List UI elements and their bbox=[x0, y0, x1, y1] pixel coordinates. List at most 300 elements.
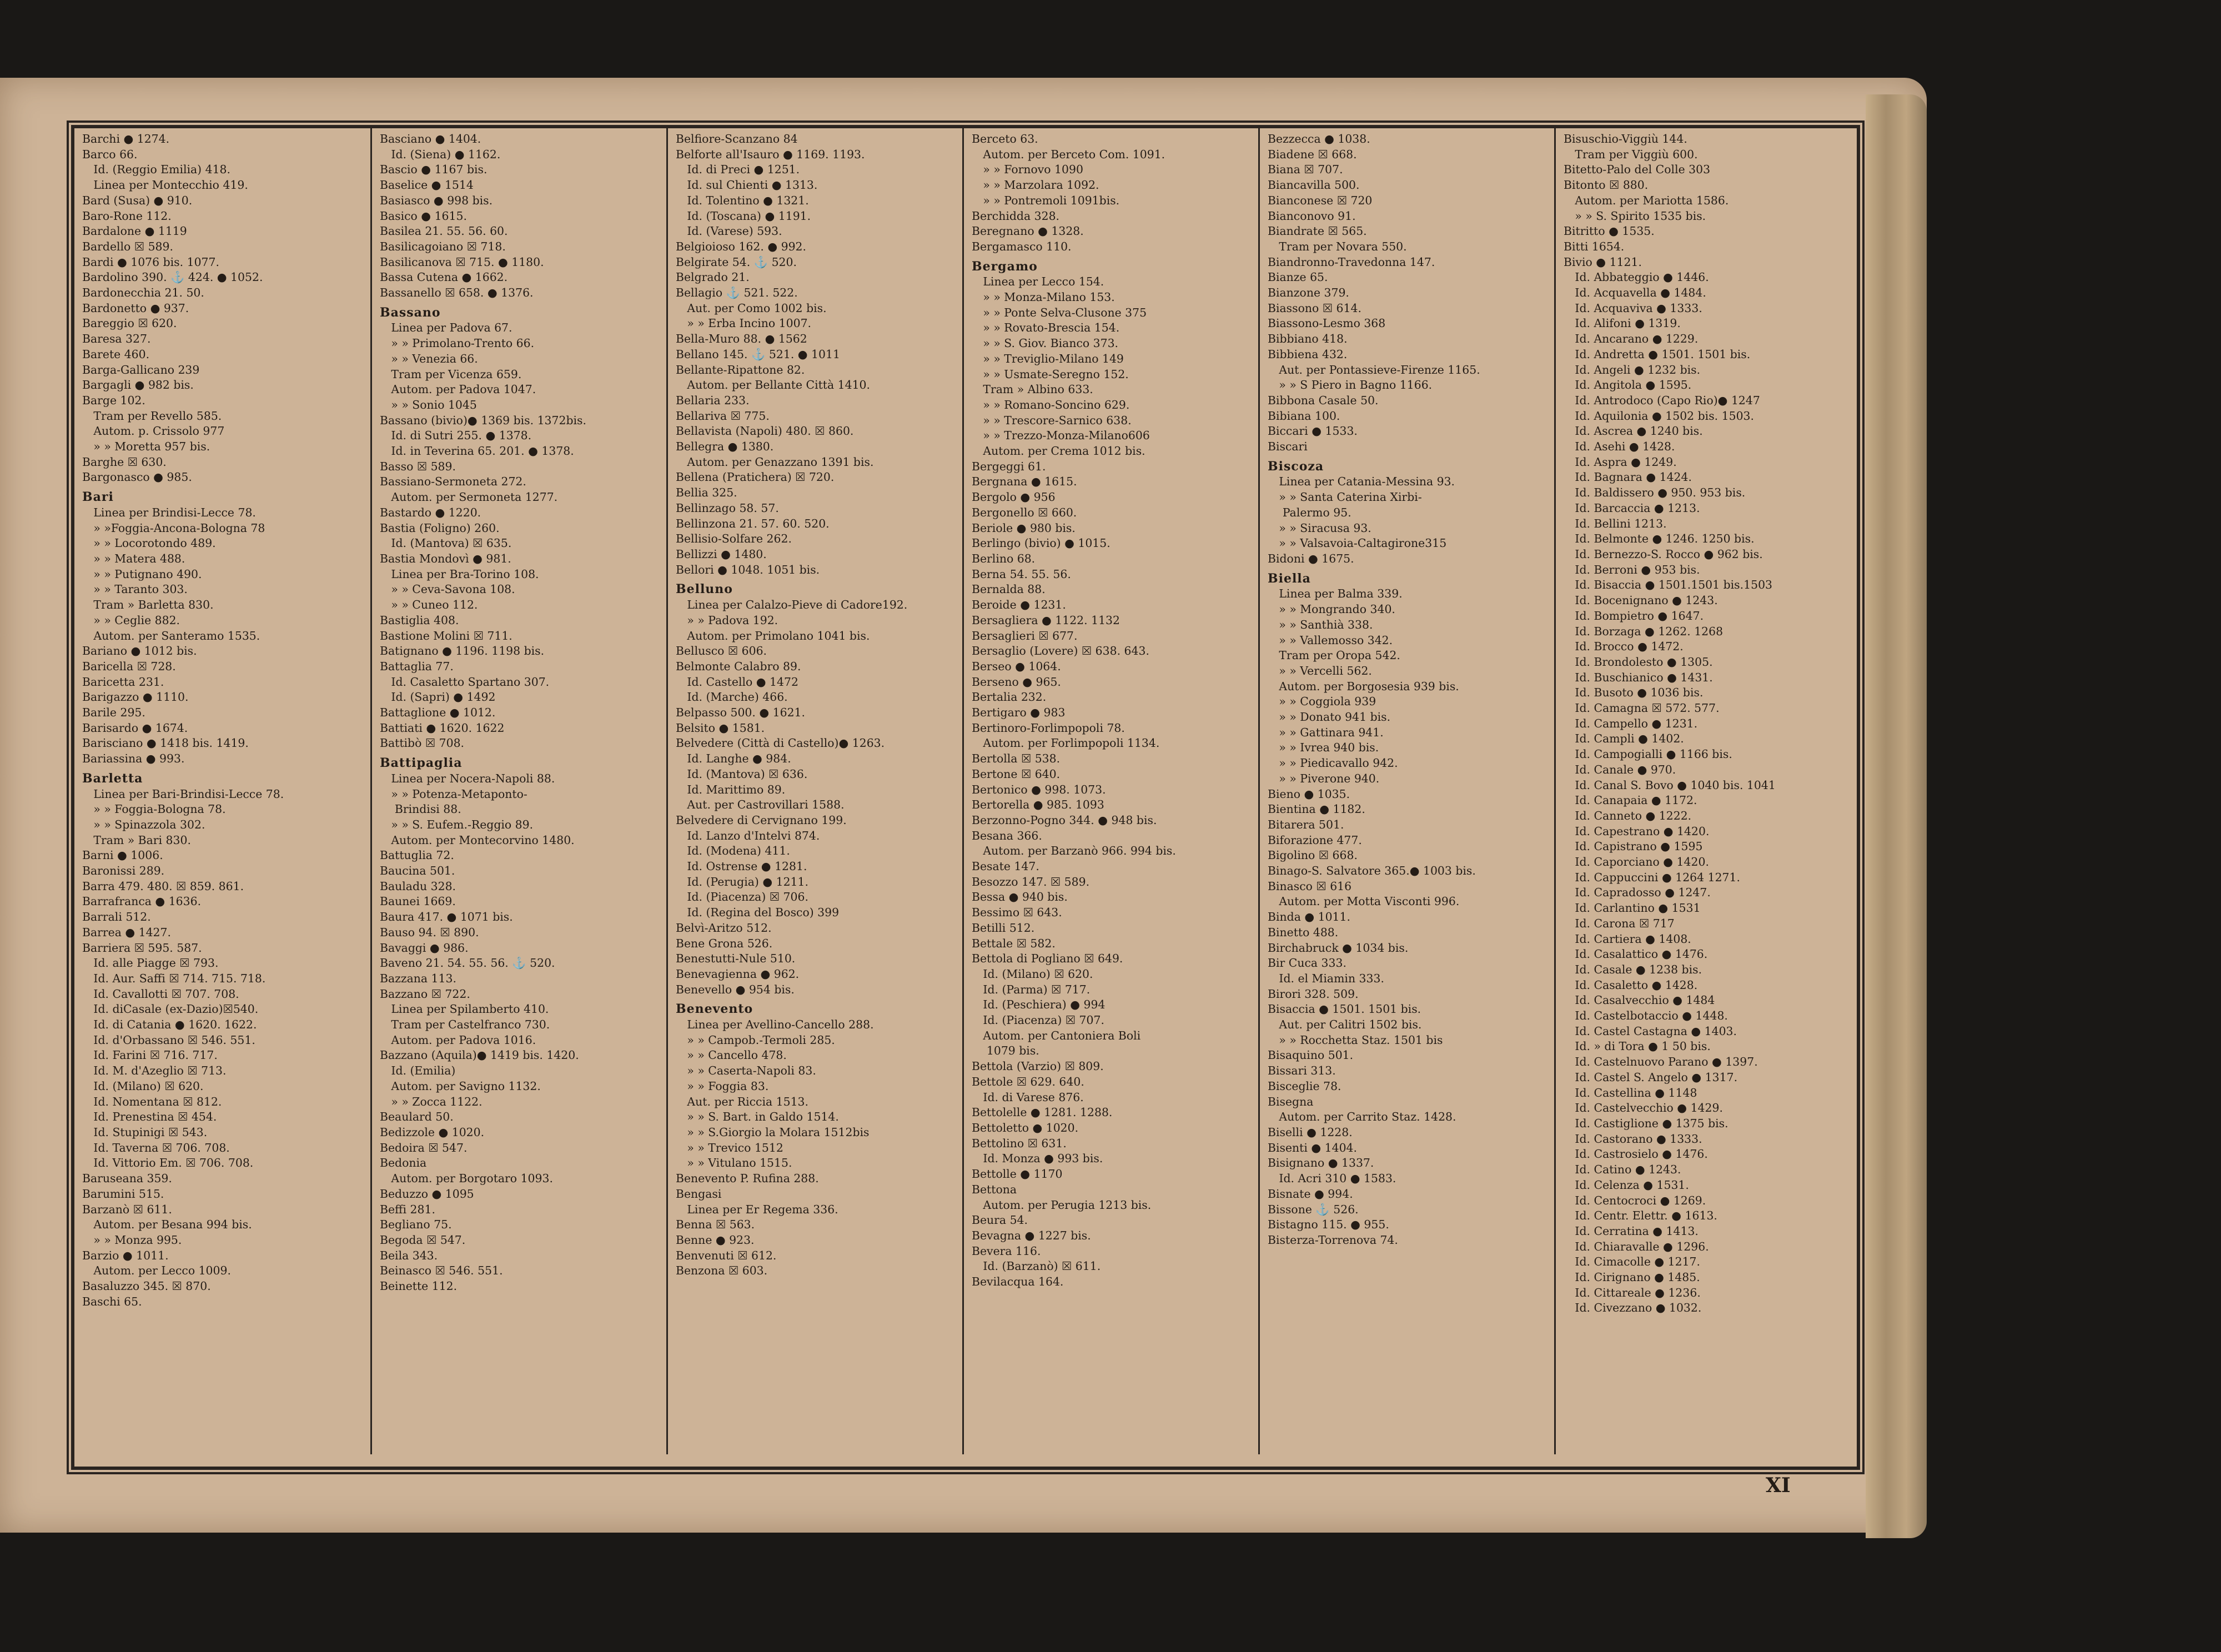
index-entry: Benvenuti ☒ 612. bbox=[676, 1248, 777, 1262]
index-entry: » » Ceglie 882. bbox=[82, 613, 180, 627]
index-entry: Id. Carona ☒ 717 bbox=[1564, 916, 1675, 930]
index-entry: Id. di Sutri 255. ● 1378. bbox=[380, 429, 532, 443]
index-entry: » » Foggia-Bologna 78. bbox=[82, 802, 226, 816]
index-entry: Birori 328. 509. bbox=[1268, 987, 1359, 1001]
index-entry: Beila 343. bbox=[380, 1248, 438, 1262]
index-entry: » » Piedicavallo 942. bbox=[1268, 756, 1398, 770]
index-entry: Bisaccia ● 1501. 1501 bis. bbox=[1268, 1002, 1421, 1016]
index-entry: Beriole ● 980 bis. bbox=[972, 521, 1076, 535]
index-entry: Id. Marittimo 89. bbox=[676, 782, 786, 796]
index-entry: Battiati ● 1620. 1622 bbox=[380, 721, 505, 735]
index-entry: Autom. per Santeramo 1535. bbox=[82, 629, 260, 642]
index-entry: Id. Bagnara ● 1424. bbox=[1564, 470, 1692, 484]
index-entry: Id. Monza ● 993 bis. bbox=[972, 1152, 1103, 1166]
index-entry: Beroide ● 1231. bbox=[972, 598, 1066, 612]
index-entry: Id. Casalvecchio ● 1484 bbox=[1564, 993, 1715, 1007]
index-entry: Battaglione ● 1012. bbox=[380, 706, 496, 720]
index-entry: » » Piverone 940. bbox=[1268, 771, 1380, 785]
index-entry: Bigolino ☒ 668. bbox=[1268, 848, 1358, 862]
index-entry: Bisignano ● 1337. bbox=[1268, 1156, 1374, 1170]
index-entry: Id. Cappuccini ● 1264 1271. bbox=[1564, 870, 1740, 884]
index-entry: Bastia (Foligno) 260. bbox=[380, 521, 500, 535]
index-entry: Id. di Varese 876. bbox=[972, 1090, 1084, 1104]
index-entry: Besate 147. bbox=[972, 860, 1039, 873]
index-entry: Barriera ☒ 595. 587. bbox=[82, 941, 202, 955]
index-entry: Biandrate ☒ 565. bbox=[1268, 224, 1367, 238]
index-entry: Id. Ancarano ● 1229. bbox=[1564, 332, 1699, 346]
index-entry: Bitonto ☒ 880. bbox=[1564, 178, 1649, 192]
index-entry: Id. Aur. Saffi ☒ 714. 715. 718. bbox=[82, 971, 266, 985]
index-entry: Id. Castrosielo ● 1476. bbox=[1564, 1147, 1708, 1161]
index-entry: Biandronno-Travedonna 147. bbox=[1268, 255, 1435, 269]
index-entry: Belsito ● 1581. bbox=[676, 721, 765, 735]
index-entry: Bettolino ☒ 631. bbox=[972, 1136, 1067, 1150]
index-entry: Benevento P. Rufina 288. bbox=[676, 1172, 819, 1186]
index-entry: Tram per Viggiù 600. bbox=[1564, 147, 1698, 161]
index-entry: Id. Barcaccia ● 1213. bbox=[1564, 501, 1700, 515]
index-entry: Id. Caporciano ● 1420. bbox=[1564, 855, 1709, 869]
index-entry: » » S. Spirito 1535 bis. bbox=[1564, 209, 1706, 223]
index-entry: Id. (Parma) ☒ 717. bbox=[972, 982, 1091, 996]
index-entry: Baucina 501. bbox=[380, 864, 455, 878]
index-entry: Begoda ☒ 547. bbox=[380, 1233, 466, 1247]
index-entry: Barzanò ☒ 611. bbox=[82, 1202, 172, 1216]
index-entry: Linea per Calalzo-Pieve di Cadore192. bbox=[676, 598, 908, 612]
index-entry: Beura 54. bbox=[972, 1213, 1028, 1227]
index-entry: Bedizzole ● 1020. bbox=[380, 1126, 485, 1139]
index-entry: Id. Castel Castagna ● 1403. bbox=[1564, 1024, 1737, 1038]
index-entry: Id. Taverna ☒ 706. 708. bbox=[82, 1141, 230, 1154]
index-entry: Bevagna ● 1227 bis. bbox=[972, 1228, 1091, 1242]
index-entry: Bisnate ● 994. bbox=[1268, 1187, 1353, 1201]
index-entry: Bassanello ☒ 658. ● 1376. bbox=[380, 286, 534, 300]
index-entry: Autom. per Perugia 1213 bis. bbox=[972, 1198, 1152, 1212]
index-entry: Id. (Piacenza) ☒ 707. bbox=[972, 1013, 1104, 1027]
index-entry: Id. Castellina ● 1148 bbox=[1564, 1086, 1697, 1099]
index-entry: Bardolino 390. ⚓ 424. ● 1052. bbox=[82, 270, 263, 284]
index-entry: Bianze 65. bbox=[1268, 270, 1328, 284]
index-entry: Bibbiena 432. bbox=[1268, 347, 1348, 361]
index-entry: Id. (Milano) ☒ 620. bbox=[82, 1079, 204, 1093]
index-entry: Bardonecchia 21. 50. bbox=[82, 286, 204, 300]
index-entry: Id. (Barzanò) ☒ 611. bbox=[972, 1259, 1101, 1273]
index-entry: Bellagio ⚓ 521. 522. bbox=[676, 286, 798, 300]
index-entry: » » Campob.-Termoli 285. bbox=[676, 1033, 835, 1047]
index-entry: Linea per Er Regema 336. bbox=[676, 1202, 838, 1216]
index-entry: Autom. per Padova 1047. bbox=[380, 383, 536, 396]
index-entry: Barrali 512. bbox=[82, 910, 151, 924]
index-entry: Bientina ● 1182. bbox=[1268, 802, 1365, 816]
index-entry: » » Coggiola 939 bbox=[1268, 695, 1376, 709]
index-entry: Baricetta 231. bbox=[82, 675, 164, 689]
index-entry: Id. Aspra ● 1249. bbox=[1564, 455, 1677, 469]
index-entry: » » Treviglio-Milano 149 bbox=[972, 352, 1124, 365]
index-entry: Benevagienna ● 962. bbox=[676, 967, 800, 981]
index-entry: Bernalda 88. bbox=[972, 583, 1046, 596]
index-heading: Biella bbox=[1268, 571, 1311, 586]
index-entry: Id. Andretta ● 1501. 1501 bis. bbox=[1564, 347, 1751, 361]
index-entry: Id. Castel S. Angelo ● 1317. bbox=[1564, 1070, 1738, 1084]
index-entry: Bibbona Casale 50. bbox=[1268, 393, 1379, 407]
index-entry: Baselice ● 1514 bbox=[380, 178, 474, 192]
index-entry: Bettona bbox=[972, 1182, 1017, 1196]
index-entry: Bassiano-Sermoneta 272. bbox=[380, 475, 526, 489]
index-entry: Id. Campli ● 1402. bbox=[1564, 732, 1684, 746]
index-entry: Linea per Catania-Messina 93. bbox=[1268, 475, 1455, 489]
index-entry: Id. Farini ☒ 716. 717. bbox=[82, 1048, 218, 1062]
index-column-3 bbox=[666, 128, 955, 1454]
index-entry: Id. Vittorio Em. ☒ 706. 708. bbox=[82, 1156, 254, 1170]
index-column-4 bbox=[962, 128, 1251, 1454]
index-entry: Biancavilla 500. bbox=[1268, 178, 1360, 192]
index-entry: Id. Bocenignano ● 1243. bbox=[1564, 594, 1718, 607]
index-entry: Id. (Mantova) ☒ 635. bbox=[380, 536, 512, 550]
index-entry: Bissone ⚓ 526. bbox=[1268, 1202, 1359, 1216]
index-entry: Barile 295. bbox=[82, 706, 145, 720]
index-heading: Bari bbox=[82, 490, 114, 505]
index-entry: Id. Acri 310 ● 1583. bbox=[1268, 1172, 1396, 1186]
index-entry: Id. Berroni ● 953 bis. bbox=[1564, 563, 1700, 576]
index-entry: » » Padova 192. bbox=[676, 613, 778, 627]
index-entry: » » Santa Caterina Xirbi- bbox=[1268, 490, 1422, 504]
index-entry: Beinette 112. bbox=[380, 1279, 458, 1293]
index-entry: Benna ☒ 563. bbox=[676, 1218, 755, 1232]
index-entry: Barra 479. 480. ☒ 859. 861. bbox=[82, 879, 244, 893]
index-entry: Id. Casalattico ● 1476. bbox=[1564, 947, 1708, 961]
index-entry: Baresa 327. bbox=[82, 332, 151, 346]
index-table bbox=[71, 125, 1860, 1470]
index-entry: Bergolo ● 956 bbox=[972, 490, 1056, 504]
index-entry: Bivio ● 1121. bbox=[1564, 255, 1642, 269]
index-entry: Id. Belmonte ● 1246. 1250 bis. bbox=[1564, 532, 1755, 546]
index-entry: Bariassina ● 993. bbox=[82, 752, 185, 766]
index-entry: Id. M. d'Azeglio ☒ 713. bbox=[82, 1064, 227, 1078]
index-entry: Berlino 68. bbox=[972, 551, 1036, 565]
index-entry: Biassono ☒ 614. bbox=[1268, 301, 1361, 315]
index-entry: Id. alle Piagge ☒ 793. bbox=[82, 956, 219, 970]
index-entry: Bitetto-Palo del Colle 303 bbox=[1564, 163, 1711, 177]
index-entry: Barisciano ● 1418 bis. 1419. bbox=[82, 736, 249, 750]
index-entry: Id. Borzaga ● 1262. 1268 bbox=[1564, 624, 1723, 638]
index-entry: Autom. per Montecorvino 1480. bbox=[380, 833, 575, 847]
index-entry: Bevera 116. bbox=[972, 1244, 1041, 1258]
index-entry: Bettale ☒ 582. bbox=[972, 936, 1056, 950]
index-entry: Bitritto ● 1535. bbox=[1564, 224, 1655, 238]
index-entry: Basilicagoiano ☒ 718. bbox=[380, 239, 506, 253]
index-entry: » » Locorotondo 489. bbox=[82, 536, 216, 550]
index-entry: Id. (Perugia) ● 1211. bbox=[676, 875, 808, 888]
index-entry: Bertalia 232. bbox=[972, 690, 1047, 704]
index-entry: » » Rovato-Brescia 154. bbox=[972, 321, 1120, 335]
index-entry: Bardalone ● 1119 bbox=[82, 224, 187, 238]
index-heading: Battipaglia bbox=[380, 756, 463, 771]
index-entry: Autom. per Forlimpopoli 1134. bbox=[972, 736, 1160, 750]
index-heading: Barletta bbox=[82, 771, 143, 786]
index-entry: Bettole ☒ 629. 640. bbox=[972, 1074, 1084, 1088]
index-entry: Bardi ● 1076 bis. 1077. bbox=[82, 255, 219, 269]
index-entry: Biforazione 477. bbox=[1268, 833, 1362, 847]
index-entry: Bertigaro ● 983 bbox=[972, 706, 1066, 720]
index-entry: Id. Cimacolle ● 1217. bbox=[1564, 1255, 1701, 1269]
index-entry: » » Venezia 66. bbox=[380, 352, 478, 365]
index-entry: Id. d'Orbassano ☒ 546. 551. bbox=[82, 1033, 255, 1047]
index-entry: » » Matera 488. bbox=[82, 551, 185, 565]
index-entry: Autom. p. Crissolo 977 bbox=[82, 424, 225, 438]
index-entry: Id. Buschianico ● 1431. bbox=[1564, 670, 1713, 684]
index-entry: Barigazzo ● 1110. bbox=[82, 690, 189, 704]
index-entry: Benne ● 923. bbox=[676, 1233, 755, 1247]
index-entry: Id. Celenza ● 1531. bbox=[1564, 1178, 1689, 1192]
index-entry: Autom. per Mariotta 1586. bbox=[1564, 193, 1729, 207]
index-entry: Belgioioso 162. ● 992. bbox=[676, 239, 807, 253]
index-entry: Bellisio-Solfare 262. bbox=[676, 532, 792, 546]
index-entry: Bedonia bbox=[380, 1156, 427, 1170]
index-entry: Bellante-Ripattone 82. bbox=[676, 363, 805, 376]
index-entry: Id. di Preci ● 1251. bbox=[676, 163, 800, 177]
index-column-1 bbox=[74, 128, 363, 1454]
index-entry: Aut. per Pontassieve-Firenze 1165. bbox=[1268, 363, 1480, 376]
index-entry: Brindisi 88. bbox=[380, 802, 461, 816]
index-entry: Barco 66. bbox=[82, 147, 138, 161]
index-entry: Id. (Siena) ● 1162. bbox=[380, 147, 501, 161]
index-entry: » » S Piero in Bagno 1166. bbox=[1268, 378, 1433, 392]
index-entry: Bianconovo 91. bbox=[1268, 209, 1356, 223]
index-entry: Biselli ● 1228. bbox=[1268, 1126, 1353, 1139]
index-entry: Beffi 281. bbox=[380, 1202, 435, 1216]
index-entry: » » Primolano-Trento 66. bbox=[380, 337, 535, 350]
index-entry: Begliano 75. bbox=[380, 1218, 452, 1232]
index-entry: Beinasco ☒ 546. 551. bbox=[380, 1264, 503, 1278]
index-entry: Id. Bellini 1213. bbox=[1564, 516, 1667, 530]
index-entry: Basilea 21. 55. 56. 60. bbox=[380, 224, 508, 238]
index-entry: Id. (Mantova) ☒ 636. bbox=[676, 767, 808, 781]
index-entry: Biccari ● 1533. bbox=[1268, 424, 1358, 438]
index-entry: Besana 366. bbox=[972, 828, 1042, 842]
index-entry: Autom. per Bellante Città 1410. bbox=[676, 378, 871, 392]
index-entry: Bastardo ● 1220. bbox=[380, 505, 481, 519]
index-entry: Id. Canale ● 970. bbox=[1564, 762, 1676, 776]
index-entry: Id. Castorano ● 1333. bbox=[1564, 1132, 1702, 1146]
index-entry: Id. Centr. Elettr. ● 1613. bbox=[1564, 1209, 1717, 1223]
index-entry: Batignano ● 1196. 1198 bis. bbox=[380, 644, 545, 658]
index-entry: Linea per Bari-Brindisi-Lecce 78. bbox=[82, 787, 284, 801]
index-entry: Bergeggi 61. bbox=[972, 459, 1046, 473]
index-entry: Bazzano ☒ 722. bbox=[380, 987, 470, 1001]
index-entry: Bavaggi ● 986. bbox=[380, 941, 469, 955]
index-entry: » » Mongrando 340. bbox=[1268, 602, 1395, 616]
index-entry: Birchabruck ● 1034 bis. bbox=[1268, 941, 1409, 955]
index-entry: Aut. per Como 1002 bis. bbox=[676, 301, 827, 315]
index-entry: » » Ceva-Savona 108. bbox=[380, 583, 515, 596]
index-entry: Biscari bbox=[1268, 440, 1308, 454]
index-entry: Bidoni ● 1675. bbox=[1268, 551, 1354, 565]
index-entry: Id. Acquavella ● 1484. bbox=[1564, 286, 1706, 300]
index-entry: Tram » Bari 830. bbox=[82, 833, 191, 847]
index-entry: Id. Cirignano ● 1485. bbox=[1564, 1271, 1700, 1284]
index-entry: Belgirate 54. ⚓ 520. bbox=[676, 255, 797, 269]
index-entry: Id. » di Tora ● 1 50 bis. bbox=[1564, 1040, 1711, 1053]
index-entry: Benestutti-Nule 510. bbox=[676, 952, 796, 966]
index-entry: Bertonico ● 998. 1073. bbox=[972, 782, 1106, 796]
index-entry: » » Rocchetta Staz. 1501 bis bbox=[1268, 1033, 1443, 1047]
index-entry: Basico ● 1615. bbox=[380, 209, 467, 223]
index-entry: Barisardo ● 1674. bbox=[82, 721, 188, 735]
index-entry: Bellinzago 58. 57. bbox=[676, 501, 779, 515]
index-entry: Linea per Spilamberto 410. bbox=[380, 1002, 549, 1016]
index-entry: Autom. per Borgosesia 939 bis. bbox=[1268, 679, 1459, 693]
index-entry: Id. (Modena) 411. bbox=[676, 844, 790, 858]
index-entry: Bassa Cutena ● 1662. bbox=[380, 270, 508, 284]
index-entry: Benzona ☒ 603. bbox=[676, 1264, 768, 1278]
index-entry: Bianzone 379. bbox=[1268, 286, 1349, 300]
index-entry: Tram per Vicenza 659. bbox=[380, 367, 522, 381]
index-entry: Id. (Regina del Bosco) 399 bbox=[676, 906, 840, 920]
index-entry: Biadene ☒ 668. bbox=[1268, 147, 1357, 161]
index-entry: Id. Asehi ● 1428. bbox=[1564, 440, 1675, 454]
index-entry: Bisenti ● 1404. bbox=[1268, 1141, 1358, 1154]
index-entry: Id. Canneto ● 1222. bbox=[1564, 809, 1692, 822]
index-entry: Linea per Avellino-Cancello 288. bbox=[676, 1018, 874, 1032]
index-entry: » » S. Giov. Bianco 373. bbox=[972, 337, 1119, 350]
index-entry: 1079 bis. bbox=[972, 1044, 1039, 1058]
index-entry: Id. Acquaviva ● 1333. bbox=[1564, 301, 1702, 315]
index-entry: Id. Brondolesto ● 1305. bbox=[1564, 655, 1713, 669]
index-entry: Linea per Montecchio 419. bbox=[82, 178, 248, 192]
index-entry: Id. Castelbotaccio ● 1448. bbox=[1564, 1009, 1728, 1023]
index-entry: Autom. per Motta Visconti 996. bbox=[1268, 895, 1460, 908]
index-entry: Id. Capestrano ● 1420. bbox=[1564, 824, 1710, 838]
index-entry: Belvedere di Cervignano 199. bbox=[676, 813, 847, 827]
index-entry: Bengasi bbox=[676, 1187, 722, 1201]
index-entry: » » Usmate-Seregno 152. bbox=[972, 367, 1129, 381]
index-entry: Id. Canal S. Bovo ● 1040 bis. 1041 bbox=[1564, 778, 1776, 792]
index-entry: Bascio ● 1167 bis. bbox=[380, 163, 488, 177]
page-number: XI bbox=[1766, 1474, 1791, 1497]
index-entry: Bertone ☒ 640. bbox=[972, 767, 1061, 781]
index-column-2 bbox=[370, 128, 659, 1454]
index-entry: Belforte all'Isauro ● 1169. 1193. bbox=[676, 147, 865, 161]
index-entry: » » S.Giorgio la Molara 1512bis bbox=[676, 1126, 870, 1139]
index-entry: Belvì-Aritzo 512. bbox=[676, 921, 772, 935]
index-entry: Id. Lanzo d'Intelvi 874. bbox=[676, 828, 820, 842]
index-entry: Betilli 512. bbox=[972, 921, 1035, 935]
index-entry: Belgrado 21. bbox=[676, 270, 750, 284]
index-entry: » » Trevico 1512 bbox=[676, 1141, 783, 1154]
index-entry: » » Valsavoia-Caltagirone315 bbox=[1268, 536, 1447, 550]
index-entry: Autom. per Savigno 1132. bbox=[380, 1079, 541, 1093]
index-entry: » » Potenza-Metaponto- bbox=[380, 787, 527, 801]
index-entry: Id. Alifoni ● 1319. bbox=[1564, 317, 1681, 330]
index-entry: Id. Camagna ☒ 572. 577. bbox=[1564, 701, 1720, 715]
index-entry: Id. Centocroci ● 1269. bbox=[1564, 1193, 1706, 1207]
index-entry: Basilicanova ☒ 715. ● 1180. bbox=[380, 255, 544, 269]
index-entry: Id. Nomentana ☒ 812. bbox=[82, 1094, 222, 1108]
index-entry: » » S. Bart. in Galdo 1514. bbox=[676, 1110, 839, 1124]
index-entry: Barchi ● 1274. bbox=[82, 132, 170, 145]
index-entry: Id. Capistrano ● 1595 bbox=[1564, 840, 1703, 853]
index-entry: Bertinoro-Forlimpopoli 78. bbox=[972, 721, 1125, 735]
index-entry: Bardello ☒ 589. bbox=[82, 239, 173, 253]
index-entry: Id. (Marche) 466. bbox=[676, 690, 788, 704]
index-entry: » » Foggia 83. bbox=[676, 1079, 769, 1093]
index-entry: Baveno 21. 54. 55. 56. ⚓ 520. bbox=[380, 956, 555, 970]
index-entry: Belfiore-Scanzano 84 bbox=[676, 132, 798, 145]
index-entry: Barumini 515. bbox=[82, 1187, 164, 1201]
index-entry: Bersaglieri ☒ 677. bbox=[972, 629, 1078, 642]
page-edge bbox=[1866, 94, 1927, 1538]
index-entry: Bellia 325. bbox=[676, 486, 737, 500]
index-entry: Binda ● 1011. bbox=[1268, 910, 1350, 924]
index-entry: Barghe ☒ 630. bbox=[82, 455, 167, 469]
index-entry: Bisterza-Torrenova 74. bbox=[1268, 1233, 1398, 1247]
index-entry: Binago-S. Salvatore 365.● 1003 bis. bbox=[1268, 864, 1476, 878]
index-entry: Bettola di Pogliano ☒ 649. bbox=[972, 952, 1123, 966]
index-column-6 bbox=[1554, 128, 1857, 1454]
index-entry: » » Ivrea 940 bis. bbox=[1268, 741, 1379, 755]
index-entry: Id. Busoto ● 1036 bis. bbox=[1564, 686, 1704, 700]
index-entry: Berceto 63. bbox=[972, 132, 1038, 145]
index-entry: Bazzana 113. bbox=[380, 971, 456, 985]
index-entry: Id. di Catania ● 1620. 1622. bbox=[82, 1018, 257, 1032]
index-entry: Id. Stupinigi ☒ 543. bbox=[82, 1126, 208, 1139]
index-heading: Bergamo bbox=[972, 259, 1038, 274]
index-entry: Autom. per Sermoneta 1277. bbox=[380, 490, 558, 504]
index-entry: Aut. per Riccia 1513. bbox=[676, 1094, 809, 1108]
index-entry: Bellariva ☒ 775. bbox=[676, 409, 770, 423]
index-entry: Bergnana ● 1615. bbox=[972, 475, 1077, 489]
index-entry: Bauladu 328. bbox=[380, 879, 456, 893]
index-entry: Battaglia 77. bbox=[380, 659, 454, 673]
index-entry: Bersagliera ● 1122. 1132 bbox=[972, 613, 1120, 627]
index-entry: Id. Cerratina ● 1413. bbox=[1564, 1224, 1699, 1238]
index-entry: Bistagno 115. ● 955. bbox=[1268, 1218, 1389, 1232]
index-heading: Bassano bbox=[380, 305, 441, 320]
index-entry: Bibiana 100. bbox=[1268, 409, 1340, 423]
index-entry: » » Sonio 1045 bbox=[380, 398, 477, 411]
index-entry: Id. Bernezzo-S. Rocco ● 962 bis. bbox=[1564, 547, 1763, 561]
index-entry: Id. Prenestina ☒ 454. bbox=[82, 1110, 217, 1124]
index-entry: Baura 417. ● 1071 bis. bbox=[380, 910, 513, 924]
index-entry: » » Fornovo 1090 bbox=[972, 163, 1083, 177]
index-entry: Bellavista (Napoli) 480. ☒ 860. bbox=[676, 424, 854, 438]
index-entry: Id. Castelnuovo Parano ● 1397. bbox=[1564, 1055, 1758, 1069]
index-entry: Bene Grona 526. bbox=[676, 936, 773, 950]
index-entry: » »Foggia-Ancona-Bologna 78 bbox=[82, 521, 265, 535]
index-entry: Barzio ● 1011. bbox=[82, 1248, 169, 1262]
index-entry: Bastia Mondovì ● 981. bbox=[380, 551, 511, 565]
index-entry: » » Zocca 1122. bbox=[380, 1094, 483, 1108]
index-entry: Id. Brocco ● 1472. bbox=[1564, 640, 1684, 654]
index-entry: Baricella ☒ 728. bbox=[82, 659, 176, 673]
index-entry: Id. Castello ● 1472 bbox=[676, 675, 798, 689]
index-entry: Basso ☒ 589. bbox=[380, 459, 456, 473]
index-entry: Bir Cuca 333. bbox=[1268, 956, 1346, 970]
index-entry: Bellena (Pratichera) ☒ 720. bbox=[676, 470, 835, 484]
index-entry: Bisaquino 501. bbox=[1268, 1048, 1354, 1062]
index-entry: Battuglia 72. bbox=[380, 848, 454, 862]
index-entry: Bargonasco ● 985. bbox=[82, 470, 192, 484]
index-entry: Id. Catino ● 1243. bbox=[1564, 1163, 1681, 1177]
index-entry: Bettolle ● 1170 bbox=[972, 1167, 1063, 1181]
index-entry: Besozzo 147. ☒ 589. bbox=[972, 875, 1090, 888]
index-entry: Id. (Emilia) bbox=[380, 1064, 456, 1078]
index-entry: Id. Carlantino ● 1531 bbox=[1564, 901, 1701, 915]
index-entry: Id. in Teverina 65. 201. ● 1378. bbox=[380, 444, 574, 458]
index-entry: Id. (Peschiera) ● 994 bbox=[972, 998, 1106, 1012]
index-entry: » » Trezzo-Monza-Milano606 bbox=[972, 429, 1150, 443]
index-entry: Id. Chiaravalle ● 1296. bbox=[1564, 1239, 1709, 1253]
index-entry: Id. (Piacenza) ☒ 706. bbox=[676, 890, 808, 904]
